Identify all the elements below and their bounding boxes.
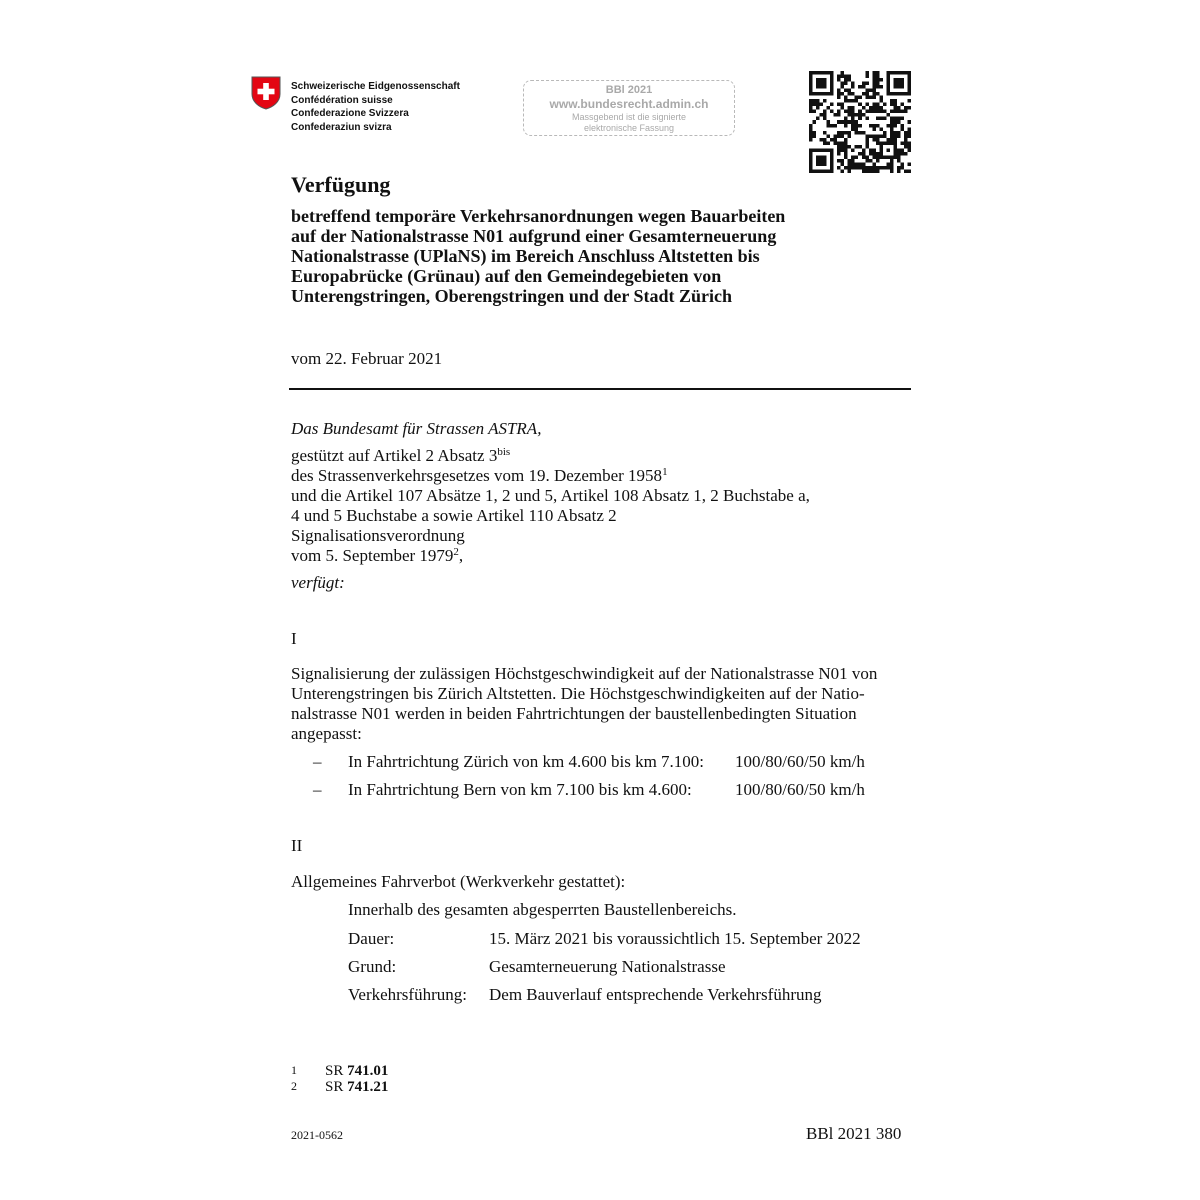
confederation-name-it: Confederazione Svizzera [291,108,409,119]
bullet-dash: – [313,752,322,771]
document-subtitle [291,206,891,306]
superscript: bis [497,446,511,458]
stamp-line-1: BBl 2021 [605,84,653,96]
subtitle-line: Nationalstrasse (UPlaNS) im Bereich Anschluss Altstetten bis [291,246,760,266]
decree-verb: verfügt: [291,573,345,592]
section-numeral-1: I [291,629,297,648]
legal-basis-line: des Strassenverkehrsgesetzes vom 19. Dezember 1958$^1$ [291,466,668,485]
section-2-heading: Allgemeines Fahrverbot (Werkverkehr gestattet): [291,872,626,891]
footnote-text: SR 741.01 [325,1063,389,1079]
section-2-intro: Innerhalb des gesamten abgesperrten Baustellenbereichs. [348,900,737,919]
confederation-names [291,80,460,134]
bullet-speed-value: 100/80/60/50 km/h [735,752,865,771]
bullet-text: In Fahrtrichtung Bern von km 7.100 bis km 4.600: [348,780,692,799]
subtitle-line: auf der Nationalstrasse N01 aufgrund einer Gesamterneuerung [291,226,777,246]
stamp-line-2: www.bundesrecht.admin.ch [549,97,709,111]
detail-value: Gesamterneuerung Nationalstrasse [489,957,726,976]
document-date: vom 22. Februar 2021 [291,349,443,368]
swiss-coat-of-arms-icon [251,76,281,110]
bullet-dash: – [313,780,322,799]
footnote-ref-2[interactable]: 2 [453,546,459,558]
detail-label: Grund: [348,957,397,976]
legal-basis-line: gestützt auf Artikel 2 Absatz $3^{bis}$ [291,446,511,465]
footnote-text: SR 741.21 [325,1079,389,1095]
page-reference: BBl 2021 380 [806,1124,902,1143]
confederation-name-fr: Confédération suisse [291,94,393,106]
footnote-number: 2 [291,1079,297,1093]
footnote-number: 1 [291,1063,297,1077]
section-numeral-2: II [291,836,303,855]
subtitle-line: Europabrücke (Grünau) auf den Gemeindegebieten von [291,266,722,286]
paragraph-line: angepasst: [291,724,362,743]
legal-basis-line: Signalisationsverordnung [291,526,465,545]
detail-label: Verkehrsführung: [348,985,467,1004]
section-1-paragraph [291,664,909,744]
detail-value: 15. März 2021 bis voraussichtlich 15. September 2022 [489,929,861,948]
bullet-text: In Fahrtrichtung Zürich von km 4.600 bis km 7.100: [348,752,705,771]
paragraph-line: Unterengstringen bis Zürich Altstetten. Die Höchstgeschwindigkeiten auf der Natio- [291,684,865,703]
issuing-authority: Das Bundesamt für Strassen ASTRA, [291,419,542,438]
document-title: Verfügung [291,172,391,197]
subtitle-line: betreffend temporäre Verkehrsanordnungen wegen Bauarbeiten [291,206,786,226]
stamp-line-4: elektronische Fassung [583,123,675,133]
paragraph-line: Signalisierung der zulässigen Höchstgeschwindigkeit auf der Nationalstrasse N01 von [291,664,878,683]
confederation-name-rm: Confederaziun svizra [291,121,392,133]
footnote-sr-number[interactable]: 741.21 [347,1079,389,1095]
detail-label: Dauer: [348,929,395,948]
legal-basis-line: 4 und 5 Buchstabe a sowie Artikel 110 Absatz 2 [291,506,617,525]
paragraph-line: nalstrasse N01 werden in beiden Fahrtrichtungen der baustellenbedingten Situation [291,704,857,723]
subtitle-line: Unterengstringen, Oberengstringen und der Stadt Zürich [291,286,733,306]
horizontal-rule [289,388,911,390]
document-id: 2021-0562 [291,1128,343,1142]
confederation-name-de: Schweizerische Eidgenossenschaft [291,81,460,92]
legal-basis-line: vom 5. September 1979$^2$, [291,546,464,565]
legal-basis-line: und die Artikel 107 Absätze 1, 2 und 5, Artikel 108 Absatz 1, 2 Buchstabe a, [291,486,810,505]
footnote-sr-number[interactable]: 741.01 [347,1063,389,1079]
bullet-speed-value: 100/80/60/50 km/h [735,780,865,799]
detail-value: Dem Bauverlauf entsprechende Verkehrsführung [489,985,822,1004]
legal-basis [291,446,810,566]
publication-stamp [523,80,735,136]
qr-code-icon [809,71,911,173]
stamp-line-3: Massgebend ist die signierte [571,112,687,122]
footnote-ref-1[interactable]: 1 [662,466,668,478]
